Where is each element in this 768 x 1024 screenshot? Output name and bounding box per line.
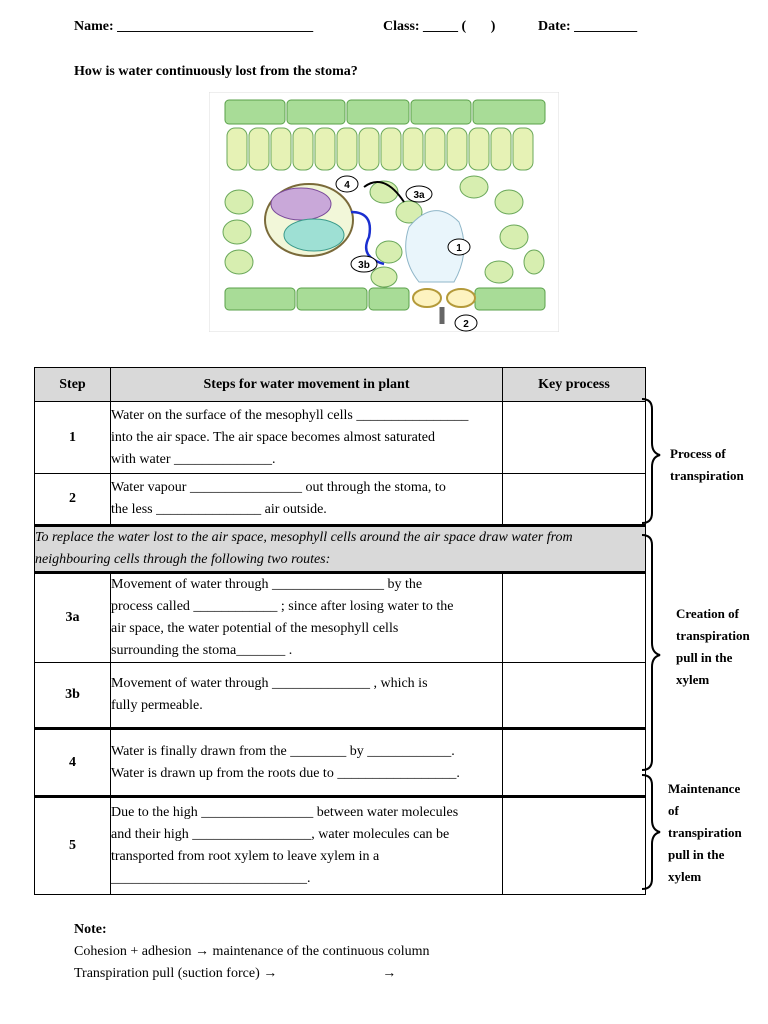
brace-label-line: xylem [668, 869, 702, 884]
banner-row [35, 526, 646, 573]
brace-label-line: of [668, 803, 679, 818]
table-row [35, 402, 646, 474]
brace-maintenance-icon [642, 775, 660, 889]
brace-label-transpiration [670, 443, 744, 487]
brace-label-line: Process of [670, 446, 726, 461]
banner-line: neighbouring cells through the following two routes: [35, 552, 331, 567]
text-line: Movement of water through ________________ by the [111, 577, 423, 592]
brace-label-line: transpiration [668, 825, 742, 840]
brace-label-line: transpiration [670, 468, 744, 483]
text-line: surrounding the stoma_______ . [111, 643, 293, 658]
routes-banner [35, 526, 646, 573]
text-line: Water is finally drawn from the ________ by ____________. [111, 743, 455, 759]
brace-label-line: transpiration [676, 628, 750, 643]
class-field-label: Class: _____ ( ) [383, 19, 496, 34]
brace-label-line: pull in the [668, 847, 725, 862]
step-number: 1 [35, 402, 111, 474]
step-text [111, 729, 503, 797]
text-line: ____________________________. [111, 871, 311, 886]
text-line: into the air space. The air space becomes almost saturated [111, 429, 435, 445]
note-line-1: Cohesion + adhesion → maintenance of the continuous column [74, 944, 430, 959]
step-text [111, 797, 503, 895]
step-text [111, 663, 503, 729]
step-text [111, 573, 503, 663]
step-number: 5 [35, 797, 111, 895]
text-line: the less _______________ air outside. [111, 502, 327, 517]
text-line: process called ____________ ; since after losing water to the [111, 599, 454, 614]
note-line-2: Transpiration pull (suction force) → → [74, 966, 397, 981]
text-line: Movement of water through ______________ , which is [111, 676, 428, 691]
text-line: Water is drawn up from the roots due to _________________. [111, 765, 460, 781]
step-number: 3b [35, 663, 111, 729]
diagram-label-4: 4 [344, 180, 350, 191]
text-line: and their high _________________, water molecules can be [111, 827, 450, 842]
brace-label-line: pull in the [676, 650, 733, 665]
table-row [35, 573, 646, 663]
question-heading: How is water continuously lost from the stoma? [74, 64, 358, 79]
brace-transpiration-icon [642, 399, 660, 523]
key-process-cell[interactable] [503, 797, 646, 895]
note-title: Note: [74, 922, 107, 937]
step-number: 2 [35, 474, 111, 526]
leaf-cross-section-diagram [209, 92, 559, 332]
name-field-label: Name: ____________________________ [74, 19, 314, 34]
col-header-key-process: Key process [503, 368, 646, 402]
brace-label-line: Maintenance [668, 781, 741, 796]
text-line: Water vapour ________________ out through the stoma, to [111, 480, 446, 495]
text-line: Due to the high ________________ between water molecules [111, 805, 459, 820]
step-number: 4 [35, 729, 111, 797]
brace-label-maintenance [668, 778, 742, 888]
step-text [111, 474, 503, 526]
text-line: with water ______________. [111, 451, 276, 467]
table-row [35, 729, 646, 797]
text-line: Water on the surface of the mesophyll cells ________________ [111, 407, 469, 423]
step-number: 3a [35, 573, 111, 663]
text-line: transported from root xylem to leave xylem in a [111, 849, 380, 864]
brace-label-line: xylem [676, 672, 710, 687]
col-header-steps: Steps for water movement in plant [111, 368, 503, 402]
curly-braces [640, 395, 670, 895]
key-process-cell[interactable] [503, 474, 646, 526]
table-row [35, 663, 646, 729]
brace-creation-icon [642, 535, 660, 770]
key-process-cell[interactable] [503, 663, 646, 729]
diagram-label-3b: 3b [358, 260, 370, 271]
text-line: fully permeable. [111, 698, 203, 713]
diagram-label-1: 1 [456, 243, 462, 254]
key-process-cell[interactable] [503, 729, 646, 797]
key-process-cell[interactable] [503, 573, 646, 663]
worksheet-table [34, 367, 646, 895]
col-header-step: Step [35, 368, 111, 402]
table-header-row [35, 368, 646, 402]
step-text [111, 402, 503, 474]
table-row [35, 797, 646, 895]
banner-line: To replace the water lost to the air space, mesophyll cells around the air space draw water from [35, 530, 573, 545]
date-field-label: Date: _________ [538, 19, 638, 34]
text-line: air space, the water potential of the mesophyll cells [111, 621, 399, 636]
diagram-label-2: 2 [463, 319, 469, 330]
brace-label-line: Creation of [676, 606, 739, 621]
brace-label-creation [676, 603, 750, 691]
diagram-label-3a: 3a [413, 190, 425, 201]
table-row [35, 474, 646, 526]
key-process-cell[interactable] [503, 402, 646, 474]
